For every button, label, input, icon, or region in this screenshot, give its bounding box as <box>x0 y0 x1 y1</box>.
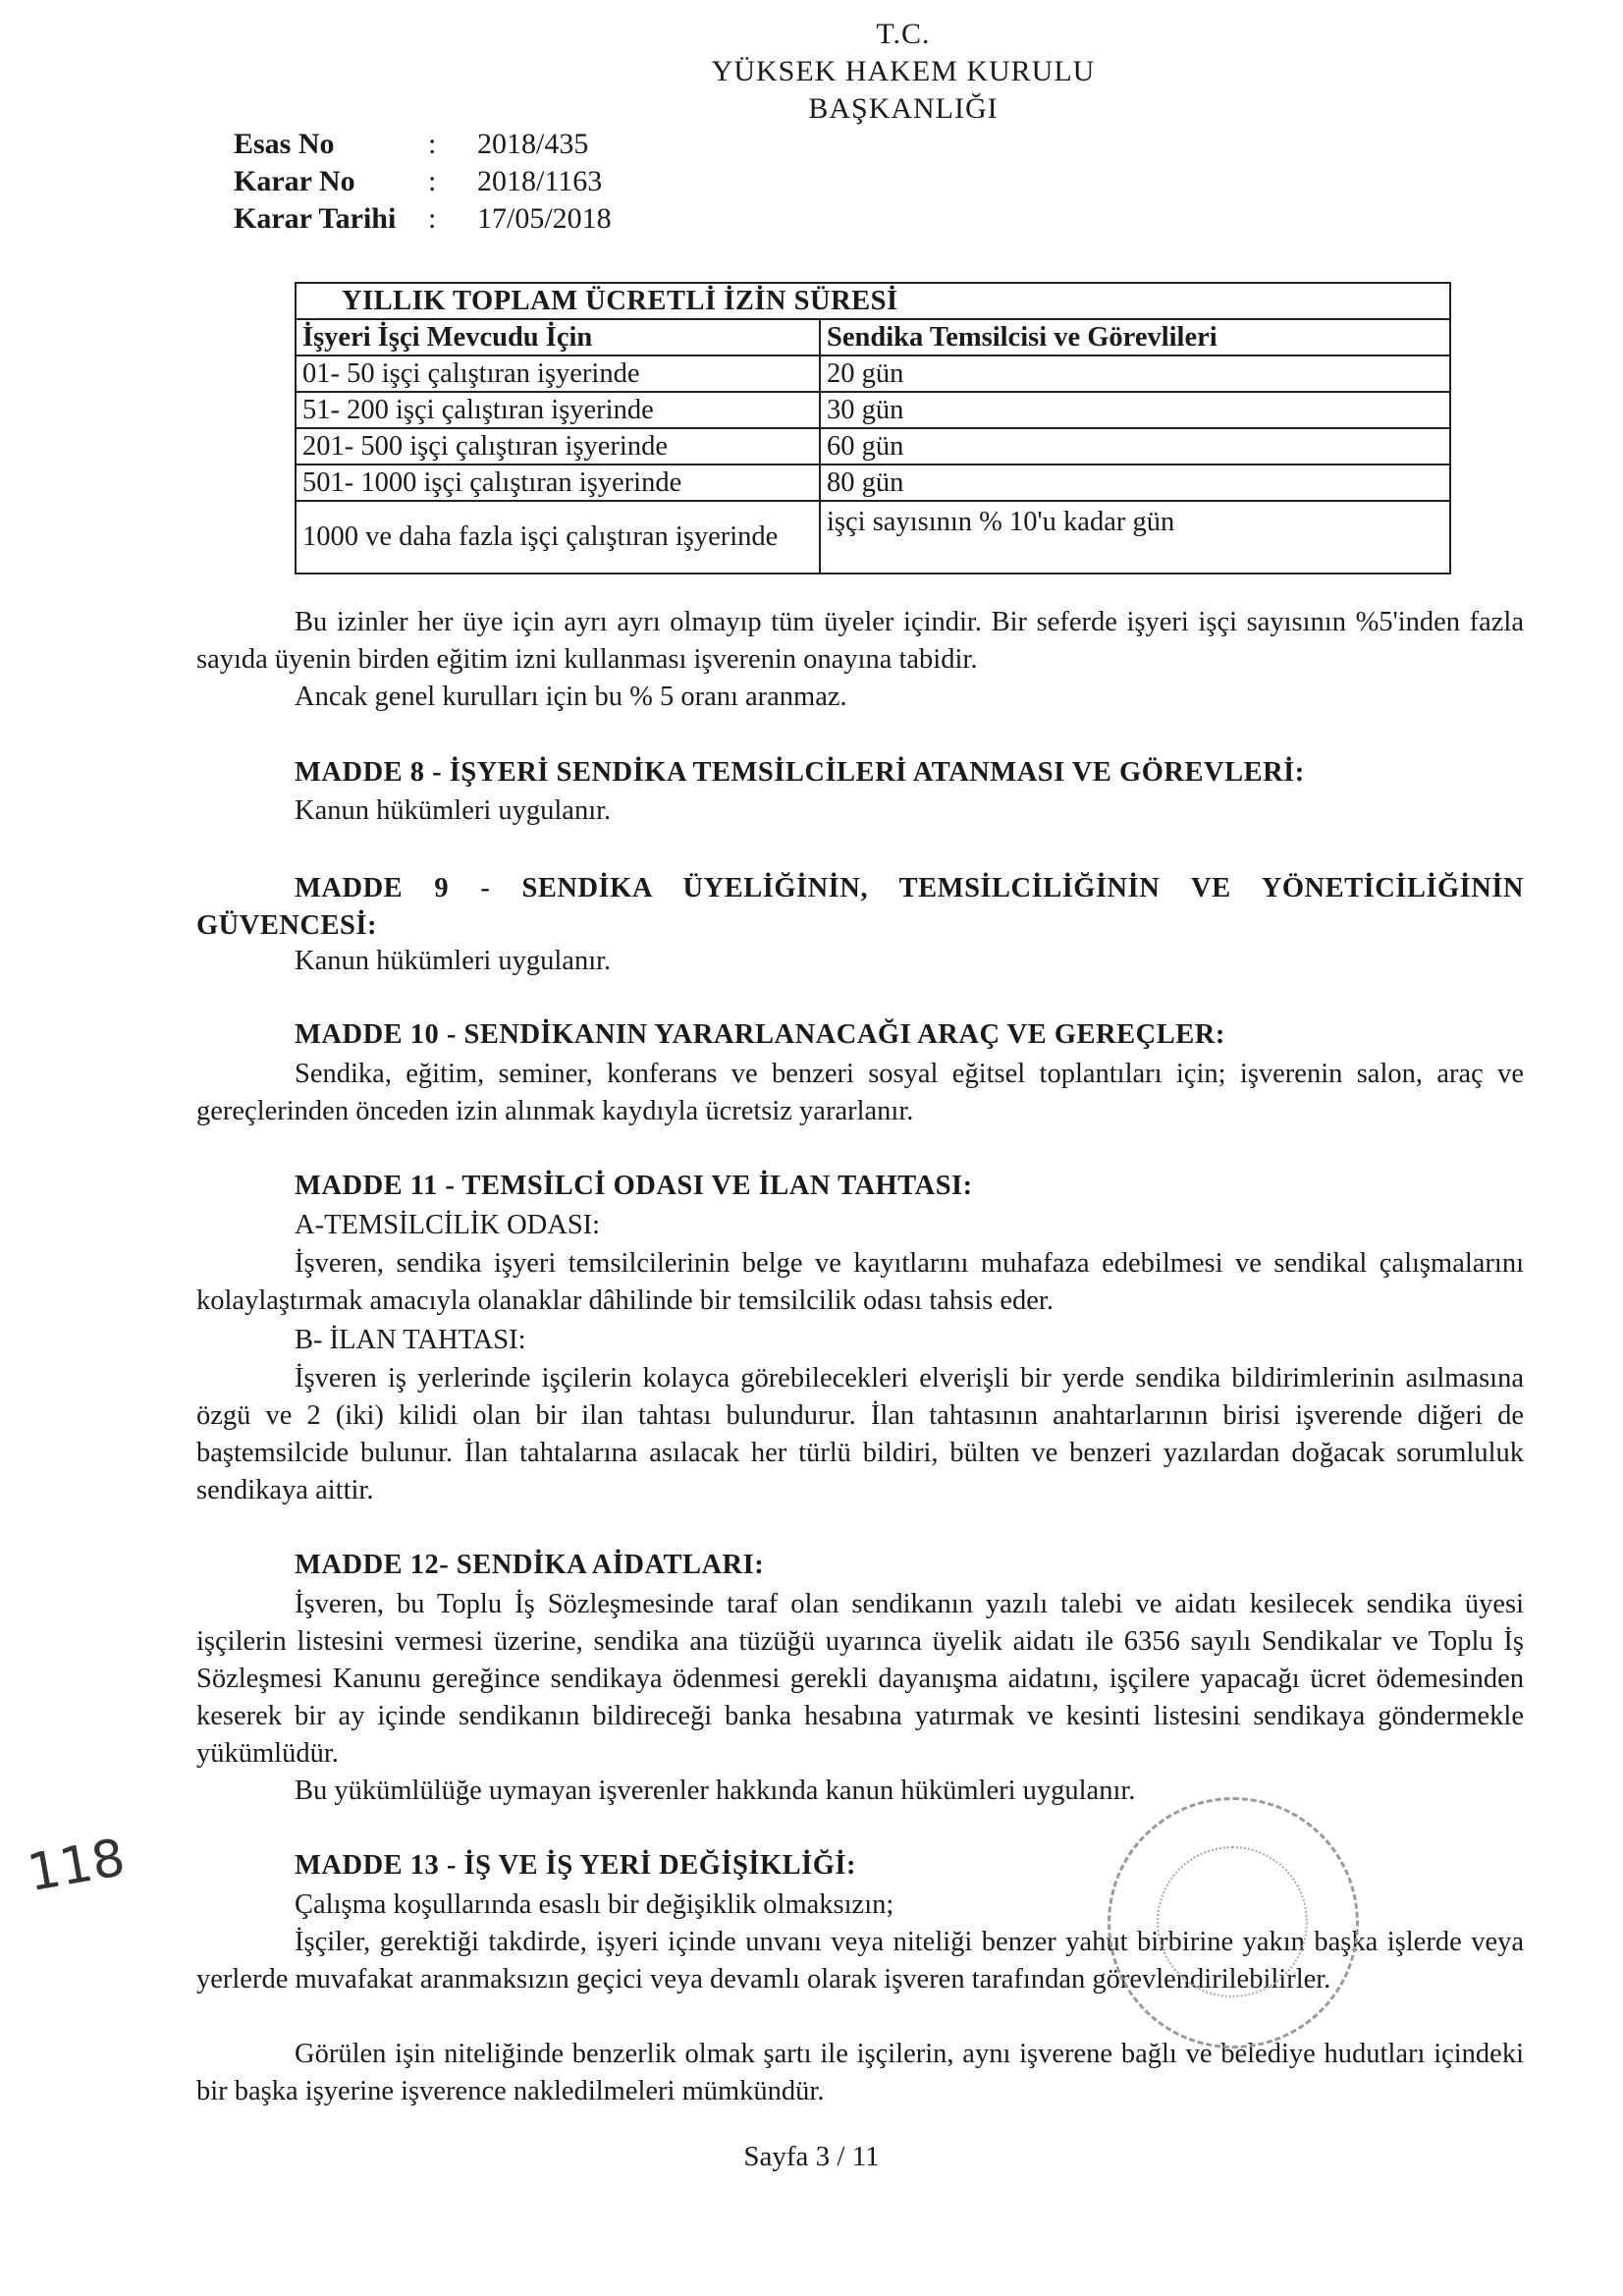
table-row <box>296 392 1450 428</box>
madde-13-body-1: Çalışma koşullarında esaslı bir değişiklik olmaksızın; <box>295 1889 894 1920</box>
table-cell: 501- 1000 işçi çalıştıran işyerinde <box>296 465 820 501</box>
meta-label: Esas No <box>234 128 335 160</box>
table-cell: 01- 50 işçi çalıştıran işyerinde <box>296 355 820 392</box>
madde-10-heading: MADDE 10 - SENDİKANIN YARARLANACAĞI ARAÇ VE GEREÇLER: <box>295 1019 1225 1050</box>
header-institution: YÜKSEK HAKEM KURULU <box>711 55 1096 87</box>
table-cell: 60 gün <box>820 428 1450 465</box>
table-cell: 30 gün <box>820 392 1450 428</box>
madde-11-sub-b: B- İLAN TAHTASI: <box>295 1325 526 1355</box>
meta-block <box>234 128 725 246</box>
table-header-row <box>296 319 1450 355</box>
meta-value: 17/05/2018 <box>477 202 612 235</box>
madde-13-body-3: Görülen işin niteliğinde benzerlik olmak şartı ile işçilerin, aynı işverene bağlı ve belediye hudutları içindeki bir başka işyerine işverence nakledilmeleri mümkündür. <box>196 2039 1524 2106</box>
table-cell: 1000 ve daha fazla işçi çalıştıran işyerinde <box>296 501 820 574</box>
madde-12-heading: MADDE 12- SENDİKA AİDATLARI: <box>295 1550 765 1580</box>
table-cell: 201- 500 işçi çalıştıran işyerinde <box>296 428 820 465</box>
meta-label: Karar Tarihi <box>234 202 397 235</box>
madde-9-body: Kanun hükümleri uygulanır. <box>295 946 612 976</box>
madde-13-heading: MADDE 13 - İŞ VE İŞ YERİ DEĞİŞİKLİĞİ: <box>295 1850 856 1881</box>
handwritten-page-note: 118 <box>23 1828 130 1904</box>
table-header-col2: Sendika Temsilcisi ve Görevlileri <box>820 319 1450 355</box>
table-row <box>296 428 1450 465</box>
meta-colon: : <box>428 128 437 160</box>
page-number: Sayfa 3 / 11 <box>743 2141 880 2172</box>
after-table-note: Ancak genel kurulları için bu % 5 oranı aranmaz. <box>295 682 847 712</box>
table-cell: işçi sayısının % 10'u kadar gün <box>820 501 1450 574</box>
table-cell: 80 gün <box>820 465 1450 501</box>
meta-colon: : <box>428 202 437 235</box>
meta-label: Karar No <box>234 165 355 197</box>
meta-value: 2018/1163 <box>477 165 603 197</box>
after-table-paragraph: Bu izinler her üye için ayrı ayrı olmayıp tüm üyeler içindir. Bir seferde işyeri işçi sayısının %5'inden fazla sayıda üyenin birden eğitim izni kullanması işverenin onayına tabidir. <box>196 607 1524 675</box>
table-title: YILLIK TOPLAM ÜCRETLİ İZİN SÜRESİ <box>296 283 1450 319</box>
table-header-col1: İşyeri İşçi Mevcudu İçin <box>296 319 820 355</box>
madde-11-heading: MADDE 11 - TEMSİLCİ ODASI VE İLAN TAHTASI: <box>295 1171 973 1201</box>
table-row <box>296 355 1450 392</box>
madde-11-sub-a: A-TEMSİLCİLİK ODASI: <box>295 1210 601 1240</box>
official-seal-inner <box>1157 1846 1308 1997</box>
madde-9-heading: MADDE 9 - SENDİKA ÜYELİĞİNİN, TEMSİLCİLİĞİNİN VE YÖNETİCİLİĞİNİN GÜVENCESİ: <box>196 873 1524 941</box>
madde-11-body-b: İşveren iş yerlerinde işçilerin kolayca görebilecekleri elverişli bir yerde sendika bildirimlerinin asılmasına özgü ve 2 (iki) kilidi olan bir ilan tahtası bulundurur. İlan tahtasının anahtarlarının birisi işverende diğeri de baştemsilcide bulunur. İlan tahtalarına asılacak her türlü bildiri, bülten ve benzeri yazılardan doğacak sorumluluk sendikaya aittir. <box>196 1363 1524 1505</box>
table-cell: 51- 200 işçi çalıştıran işyerinde <box>296 392 820 428</box>
table-title-row <box>296 283 1450 319</box>
madde-8-heading: MADDE 8 - İŞYERİ SENDİKA TEMSİLCİLERİ ATANMASI VE GÖREVLERİ: <box>295 757 1305 788</box>
header-department: BAŞKANLIĞI <box>808 92 999 125</box>
madde-11-body-a: İşveren, sendika işyeri temsilcilerinin belge ve kayıtlarını muhafaza edebilmesi ve sendikal çalışmalarını kolaylaştırmak amacıyla olanaklar dâhilinde bir temsilcilik odası tahsis eder. <box>196 1248 1524 1316</box>
madde-12-body-2: Bu yükümlülüğe uymayan işverenler hakkında kanun hükümleri uygulanır. <box>295 1776 1136 1806</box>
meta-row-esas <box>234 128 725 165</box>
table-row <box>296 501 1450 574</box>
meta-row-tarih <box>234 202 725 240</box>
madde-10-body: Sendika, eğitim, seminer, konferans ve benzeri sosyal eğitsel toplantıları için; işverenin salon, araç ve gereçlerinden önceden izin alınmak kaydıyla ücretsiz yararlanır. <box>196 1059 1524 1126</box>
meta-row-karar <box>234 165 725 202</box>
meta-colon: : <box>428 165 437 197</box>
table-row <box>296 465 1450 501</box>
header-tc: T.C. <box>876 18 931 50</box>
meta-value: 2018/435 <box>477 128 589 160</box>
table-cell: 20 gün <box>820 355 1450 392</box>
madde-13-body-2: İşçiler, gerektiği takdirde, işyeri içinde unvanı veya niteliği benzer yahut birbirine yakın başka işlerde veya yerlerde muvafakat aranmaksızın geçici veya devamlı olarak işveren tarafından görevlendirilebilirler. <box>196 1927 1524 1995</box>
madde-12-body-1: İşveren, bu Toplu İş Sözleşmesinde taraf olan sendikanın yazılı talebi ve aidatı kesilecek sendika üyesi işçilerin listesini vermesi üzerine, sendika ana tüzüğü uyarınca üyelik aidatı ile 6356 sayılı Sendikalar ve Toplu İş Sözleşmesi Kanunu gereğince sendikaya ödenmesi gerekli dayanışma aidatını, işçilere yapacağı ücret ödemesinden keserek bir ay içinde sendikanın bildireceği banka hesabına yatırmak ve kesinti listesini sendikaya göndermekle yükümlüdür. <box>196 1589 1524 1769</box>
leave-table <box>295 282 1451 574</box>
madde-8-body: Kanun hükümleri uygulanır. <box>295 795 612 826</box>
